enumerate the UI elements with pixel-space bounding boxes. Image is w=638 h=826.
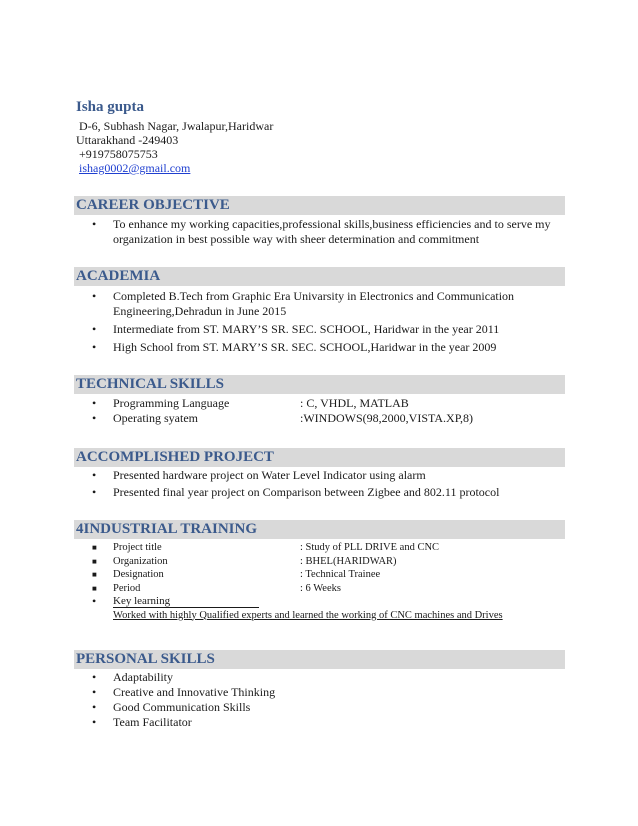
address-line-1: D-6, Subhash Nagar, Jwalapur,Haridwar [79, 119, 274, 133]
square-bullet-icon: ■ [92, 570, 97, 579]
square-bullet-icon: ■ [92, 543, 97, 552]
list-item: ■ Period : 6 Weeks [92, 582, 341, 594]
candidate-name: Isha gupta [76, 99, 144, 115]
phone-number: +919758075753 [79, 147, 158, 161]
square-bullet-icon: ■ [92, 556, 97, 566]
bullet-icon: • [92, 715, 97, 729]
key-learning-text-item [92, 609, 562, 623]
bullet-icon: • [92, 468, 97, 482]
contact-block [76, 119, 273, 175]
list-item: • Team Facilitator [92, 715, 192, 729]
academia-list [92, 289, 562, 355]
list-item: • High School from ST. MARY’S SR. SEC. SCHOOL,Haridwar in the year 2009 [92, 340, 497, 354]
bullet-icon: • [92, 700, 97, 714]
bullet-icon: • [92, 289, 97, 303]
career-list [92, 217, 562, 247]
list-item: • Creative and Innovative Thinking [92, 685, 276, 699]
list-item: • Presented final year project on Comparison between Zigbee and 802.11 protocol [92, 485, 500, 499]
address-line-2: Uttarakhand -249403 [76, 133, 179, 147]
bullet-icon: • [92, 322, 97, 336]
list-item: • Intermediate from ST. MARY’S SR. SEC. SCHOOL, Haridwar in the year 2011 [92, 322, 500, 336]
training-list [92, 541, 562, 622]
personal-list [92, 670, 562, 730]
email-link[interactable]: ishag0002@gmail.com [79, 161, 191, 175]
list-item [92, 595, 562, 609]
section-accomplished-project: ACCOMPLISHED PROJECT [74, 448, 565, 467]
section-career-objective: CAREER OBJECTIVE [74, 196, 565, 215]
list-item: • Completed B.Tech from Graphic Era Univarsity in Electronics and Communication Engineering,Dehradun in June 2015 [92, 289, 515, 318]
section-technical-skills: TECHNICAL SKILLS [74, 375, 565, 394]
list-item: ■ Project title : Study of PLL DRIVE and CNC [92, 542, 440, 553]
list-item: • Presented hardware project on Water Level Indicator using alarm [92, 468, 426, 482]
bullet-icon: • [92, 685, 97, 699]
list-item: • Adaptability [92, 670, 173, 684]
section-industrial-training: 4INDUSTRIAL TRAINING [74, 520, 565, 539]
project-list [92, 468, 562, 500]
key-learning-label: Key learning [113, 595, 259, 608]
bullet-icon: • [92, 670, 97, 684]
section-academia: ACADEMIA [74, 267, 565, 286]
key-learning-text: Worked with highly Qualified experts and learned the working of CNC machines and Drives [113, 609, 503, 621]
bullet-icon: • [92, 396, 97, 410]
bullet-icon: • [92, 485, 97, 499]
list-item: • Programming Language : C, VHDL, MATLAB [92, 396, 409, 410]
section-personal-skills: PERSONAL SKILLS [74, 650, 565, 669]
list-item: ■ Designation : Technical Trainee [92, 569, 381, 580]
bullet-icon: • [92, 340, 97, 354]
square-bullet-icon: ■ [92, 583, 97, 593]
bullet-icon: • [92, 217, 97, 231]
list-item: • To enhance my working capacities,professional skills,business efficiencies and to serve my organization in best possible way with sheer determination and commitment [92, 217, 551, 246]
bullet-icon: • [92, 411, 97, 425]
bullet-icon: • [92, 594, 97, 608]
list-item: ■ Organization : BHEL(HARIDWAR) [92, 555, 397, 567]
technical-list [92, 396, 562, 426]
list-item: • Good Communication Skills [92, 700, 251, 714]
list-item: • Operating syatem :WINDOWS(98,2000,VISTA.XP,8) [92, 411, 474, 425]
